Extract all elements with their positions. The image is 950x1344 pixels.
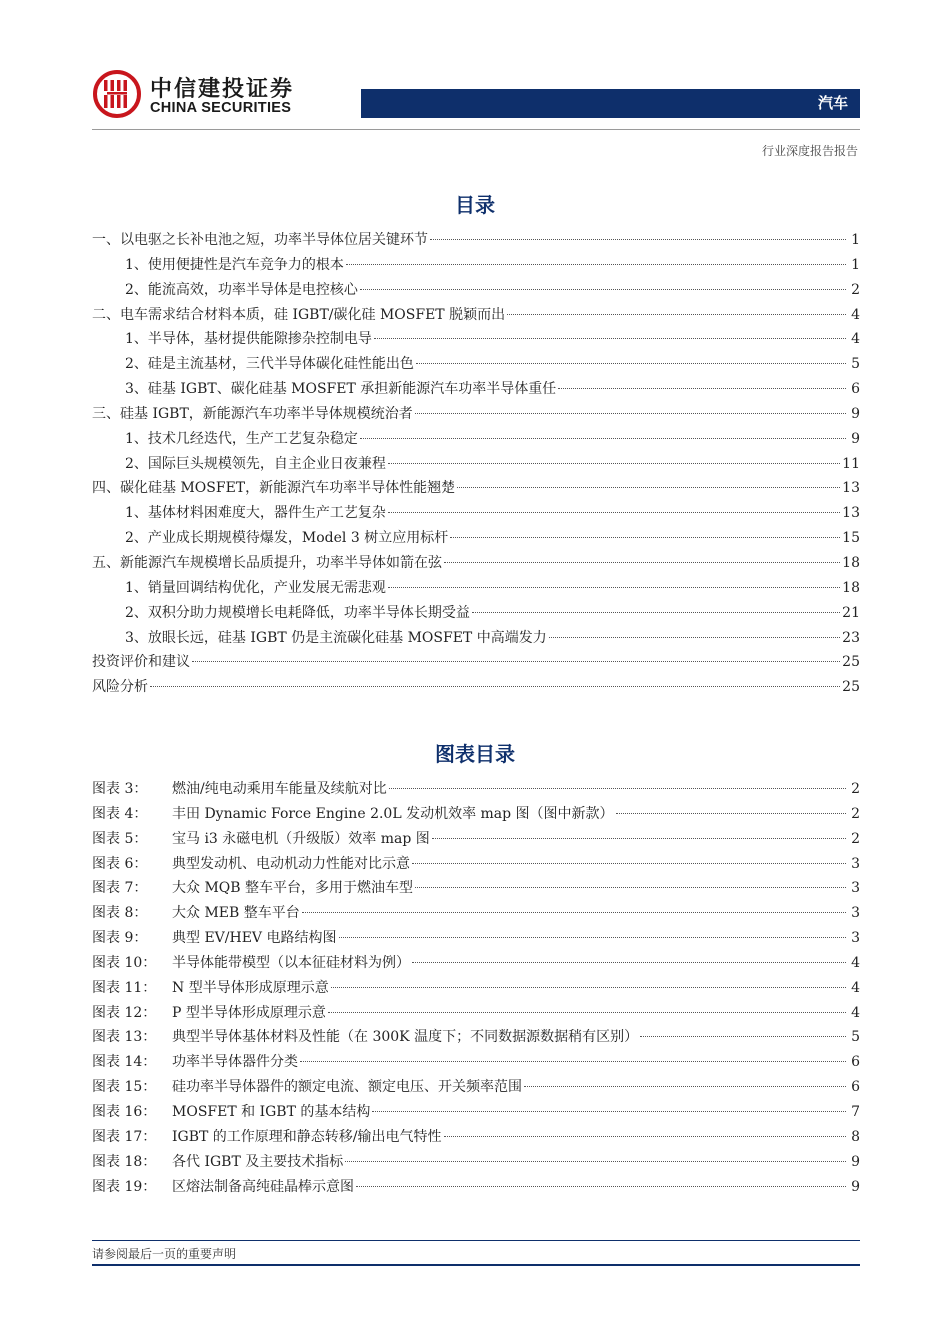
sector-label: 汽车 [817, 94, 848, 112]
figure-entry-title: 功率半导体器件分类 [172, 1054, 298, 1071]
toc-entry-page: 5 [851, 356, 860, 373]
figure-entry-title: 丰田 Dynamic Force Engine 2.0L 发动机效率 map 图（图中新款） [172, 805, 614, 822]
dot-leader [388, 462, 840, 464]
dot-leader [339, 936, 847, 938]
figure-entry-title: 半导体能带模型（以本征硅材料为例） [172, 954, 410, 971]
figure-entry[interactable] [92, 1075, 860, 1100]
figure-entry-title: 宝马 i3 永磁电机（升级版）效率 map 图 [172, 830, 430, 847]
toc-entry[interactable] [92, 576, 860, 601]
figure-entry-page: 8 [851, 1128, 860, 1145]
toc-entry-page: 23 [842, 629, 860, 646]
dot-leader [524, 1085, 846, 1087]
toc-entry-title: 1、基体材料困难度大，器件生产工艺复杂 [125, 505, 386, 522]
figure-entry[interactable] [92, 976, 860, 1001]
figure-entry[interactable] [92, 777, 860, 802]
figure-entry-title: 区熔法制备高纯硅晶棒示意图 [172, 1178, 354, 1195]
brand-name-cn: 中信建投证券 [150, 77, 295, 102]
toc-entry[interactable] [92, 501, 860, 526]
report-type-label: 行业深度报告报告 [761, 144, 858, 158]
page-header [0, 0, 950, 158]
figure-entry-label: 图表 17： [92, 1128, 157, 1145]
dot-leader [616, 812, 846, 814]
header-divider [92, 129, 860, 130]
toc-entry-title: 三、硅基 IGBT，新能源汽车功率半导体规模统治者 [92, 405, 413, 422]
dot-leader [372, 1110, 846, 1112]
figure-entry-page: 4 [851, 954, 860, 971]
dot-leader [356, 1185, 846, 1187]
toc-entry-title: 风险分析 [92, 679, 148, 696]
dot-leader [374, 337, 846, 339]
figure-entry[interactable] [92, 1125, 860, 1150]
figure-entry-title: P 型半导体形成原理示意 [172, 1004, 326, 1021]
figure-entry-label: 图表 18： [92, 1153, 157, 1170]
toc-entry-title: 2、双积分助力规模增长电耗降低，功率半导体长期受益 [125, 604, 470, 621]
toc-entry-page: 4 [851, 331, 860, 348]
figure-entry-label: 图表 5： [92, 830, 148, 847]
toc-entry-page: 13 [842, 480, 860, 497]
toc-entry[interactable] [92, 650, 860, 675]
figure-entry[interactable] [92, 827, 860, 852]
figure-entry-label: 图表 19： [92, 1178, 157, 1195]
dot-leader [412, 862, 846, 864]
dot-leader [192, 660, 840, 662]
figure-entry[interactable] [92, 1175, 860, 1200]
toc-entry-page: 9 [851, 430, 860, 447]
toc-entry[interactable] [92, 427, 860, 452]
figure-entry-page: 3 [851, 905, 860, 922]
toc-entry[interactable] [92, 303, 860, 328]
dot-leader [450, 536, 840, 538]
figure-entry-label: 图表 13： [92, 1029, 157, 1046]
toc-entry-page: 18 [842, 554, 860, 571]
figure-entry-label: 图表 14： [92, 1054, 157, 1071]
dot-leader [328, 1011, 846, 1013]
toc-entry-page: 18 [842, 579, 860, 596]
toc-entry-page: 4 [851, 306, 860, 323]
figure-entry-label: 图表 3： [92, 781, 148, 797]
toc-entry-page: 1 [851, 232, 860, 248]
citic-logo-icon [93, 70, 141, 118]
toc-entry[interactable] [92, 278, 860, 303]
figure-entry-page: 5 [851, 1029, 860, 1046]
toc-entry[interactable] [92, 526, 860, 551]
toc-entry-title: 1、技术几经迭代，生产工艺复杂稳定 [125, 430, 358, 447]
figure-entry-page: 3 [851, 930, 860, 947]
figure-entry[interactable] [92, 852, 860, 877]
toc-entry-title: 二、电车需求结合材料本质，硅 IGBT/碳化硅 MOSFET 脱颖而出 [92, 306, 506, 323]
figure-entry-page: 6 [851, 1054, 860, 1071]
toc-entry-title: 一、以电驱之长补电池之短，功率半导体位居关键环节 [92, 232, 428, 248]
toc-entry-title: 2、能流高效，功率半导体是电控核心 [125, 281, 358, 298]
dot-leader [388, 586, 840, 588]
toc-entry[interactable] [92, 228, 860, 253]
figure-entry-title: IGBT 的工作原理和静态转移/输出电气特性 [172, 1128, 442, 1145]
footer-divider-bottom [92, 1264, 860, 1266]
figure-entry-title: 大众 MEB 整车平台 [172, 905, 300, 922]
toc-entry-title: 1、半导体，基材提供能隙掺杂控制电导 [125, 331, 372, 348]
toc-entry-page: 2 [851, 281, 860, 298]
dot-leader [430, 238, 846, 240]
figure-entry-label: 图表 6： [92, 855, 148, 872]
dot-leader [360, 437, 846, 439]
figure-entry-label: 图表 16： [92, 1103, 157, 1120]
toc-entry-page: 13 [842, 505, 860, 522]
dot-leader [415, 886, 846, 888]
figure-entry[interactable] [92, 926, 860, 951]
figure-entry-page: 2 [851, 781, 860, 797]
toc-entry[interactable] [92, 327, 860, 352]
toc-entry-title: 2、国际巨头规模领先，自主企业日夜兼程 [125, 455, 386, 472]
dot-leader [412, 961, 846, 963]
figure-entry-title: 各代 IGBT 及主要技术指标 [172, 1153, 344, 1170]
dot-leader [331, 986, 846, 988]
figure-toc-list [92, 777, 860, 1199]
figure-entry[interactable] [92, 1150, 860, 1175]
figure-entry-label: 图表 15： [92, 1079, 157, 1096]
figure-entry[interactable] [92, 876, 860, 901]
toc-entry-title: 2、硅是主流基材，三代半导体碳化硅性能出色 [125, 356, 414, 373]
toc-entry-title: 1、销量回调结构优化，产业发展无需悲观 [125, 579, 386, 596]
figure-entry-label: 图表 7： [92, 880, 148, 897]
figure-entry-page: 3 [851, 880, 860, 897]
figure-entry-page: 2 [851, 830, 860, 847]
brand-name-en: CHINA SECURITIES [150, 100, 292, 116]
figure-entry-page: 2 [851, 805, 860, 822]
figure-entry-page: 6 [851, 1079, 860, 1096]
toc-entry-page: 11 [842, 455, 860, 472]
figure-entry-label: 图表 10： [92, 954, 157, 971]
toc-entry[interactable] [92, 402, 860, 427]
dot-leader [558, 387, 846, 389]
figure-entry-title: MOSFET 和 IGBT 的基本结构 [172, 1103, 371, 1120]
dot-leader [416, 362, 846, 364]
figure-entry-label: 图表 11： [92, 979, 157, 996]
dot-leader [444, 561, 840, 563]
figure-entry[interactable] [92, 802, 860, 827]
toc-title: 目录 [455, 193, 495, 217]
toc-entry-title: 3、硅基 IGBT、碳化硅基 MOSFET 承担新能源汽车功率半导体重任 [125, 381, 557, 398]
toc-entry[interactable] [92, 452, 860, 477]
figure-entry-page: 7 [851, 1103, 860, 1120]
figure-entry[interactable] [92, 1050, 860, 1075]
toc-entry-page: 15 [842, 530, 860, 547]
figure-entry-title: 硅功率半导体器件的额定电流、额定电压、开关频率范围 [172, 1079, 522, 1096]
figure-entry-label: 图表 12： [92, 1004, 157, 1021]
dot-leader [360, 288, 846, 290]
toc-entry[interactable] [92, 626, 860, 651]
toc-entry-page: 1 [851, 256, 860, 273]
toc-entry-page: 21 [842, 604, 860, 621]
footer-divider-top [92, 1240, 860, 1241]
figure-entry-title: N 型半导体形成原理示意 [172, 979, 329, 996]
toc-entry-page: 6 [851, 381, 860, 398]
figure-entry-title: 典型发动机、电动机动力性能对比示意 [172, 855, 410, 872]
figure-entry-label: 图表 9： [92, 930, 148, 947]
dot-leader [432, 837, 846, 839]
dot-leader [345, 1160, 846, 1162]
toc-entry-title: 投资评价和建议 [92, 654, 190, 671]
dot-leader [457, 486, 840, 488]
figure-entry[interactable] [92, 1100, 860, 1125]
figure-entry-label: 图表 4： [92, 805, 148, 822]
figure-entry-title: 典型 EV/HEV 电路结构图 [172, 930, 337, 947]
figure-entry[interactable] [92, 1025, 860, 1050]
dot-leader [472, 611, 840, 613]
figure-entry[interactable] [92, 1001, 860, 1026]
dot-leader [300, 1060, 846, 1062]
figure-entry-title: 燃油/纯电动乘用车能量及续航对比 [172, 781, 387, 797]
dot-leader [389, 787, 846, 789]
figure-entry-page: 9 [851, 1153, 860, 1170]
dot-leader [302, 911, 846, 913]
dot-leader [346, 263, 846, 265]
figure-entry-label: 图表 8： [92, 905, 148, 922]
toc-entry[interactable] [92, 352, 860, 377]
toc-entry-title: 3、放眼长远，硅基 IGBT 仍是主流碳化硅基 MOSFET 中高端发力 [125, 629, 547, 646]
dot-leader [415, 412, 846, 414]
toc-entry[interactable] [92, 253, 860, 278]
toc-entry-page: 25 [842, 654, 860, 671]
toc-entry[interactable] [92, 551, 860, 576]
toc-entry-title: 1、使用便捷性是汽车竞争力的根本 [125, 256, 344, 273]
dot-leader [388, 511, 840, 513]
figure-entry-page: 9 [851, 1178, 860, 1195]
toc-entry-title: 2、产业成长期规模待爆发，Model 3 树立应用标杆 [125, 530, 449, 547]
figure-entry-page: 4 [851, 1004, 860, 1021]
dot-leader [150, 685, 840, 687]
figure-entry-title: 大众 MQB 整车平台，多用于燃油车型 [172, 880, 414, 897]
toc-entry-title: 五、新能源汽车规模增长品质提升，功率半导体如箭在弦 [92, 554, 442, 571]
toc-entry-page: 25 [842, 679, 860, 696]
toc-entry-title: 四、碳化硅基 MOSFET，新能源汽车功率半导体性能翘楚 [92, 480, 456, 497]
figure-entry[interactable] [92, 901, 860, 926]
toc-entry[interactable] [92, 377, 860, 402]
figure-toc-title: 图表目录 [435, 742, 515, 766]
figure-entry-page: 4 [851, 979, 860, 996]
sector-banner [361, 89, 860, 118]
figure-entry-page: 3 [851, 855, 860, 872]
dot-leader [507, 313, 846, 315]
toc-list [92, 228, 860, 700]
toc-entry[interactable] [92, 476, 860, 501]
toc-entry[interactable] [92, 601, 860, 626]
dot-leader [549, 636, 840, 638]
toc-entry-page: 9 [851, 405, 860, 422]
footer-disclaimer: 请参阅最后一页的重要声明 [92, 1247, 237, 1261]
dot-leader [444, 1135, 846, 1137]
dot-leader [640, 1035, 846, 1037]
figure-entry-title: 典型半导体基体材料及性能（在 300K 温度下；不同数据源数据稍有区别） [172, 1029, 639, 1046]
figure-entry[interactable] [92, 951, 860, 976]
toc-entry[interactable] [92, 675, 860, 700]
